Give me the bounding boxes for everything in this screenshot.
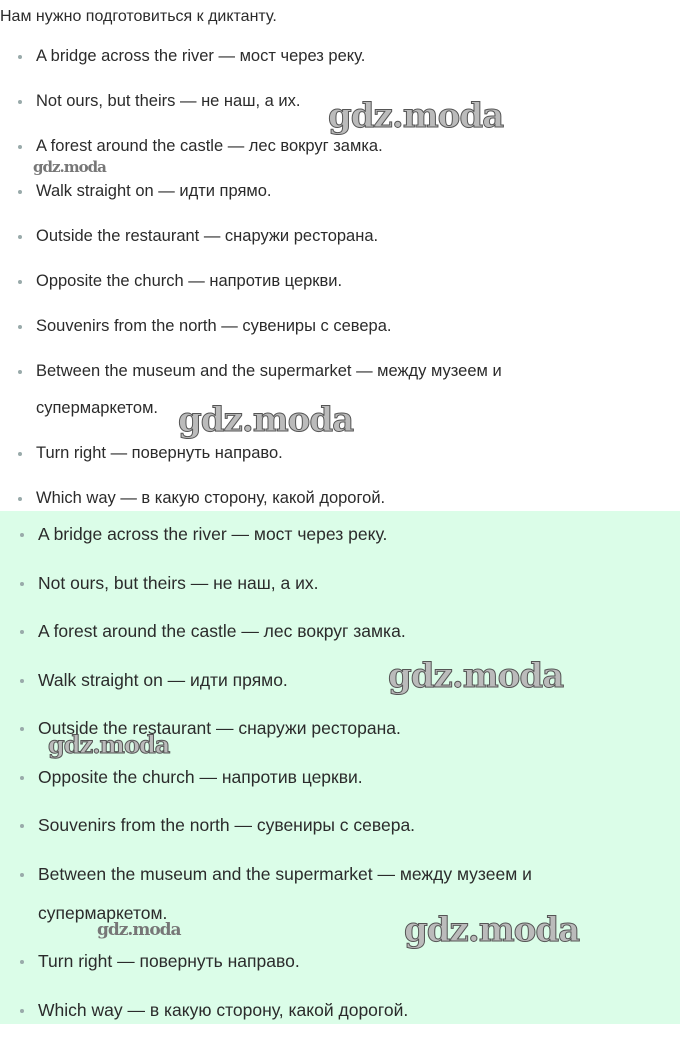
bullet-icon (18, 190, 22, 194)
bullet-icon (18, 280, 22, 284)
list-item (0, 612, 618, 651)
bullet-icon (18, 325, 22, 329)
item-text: Between the museum and the supermarket — между музеем и супермаркетом. (38, 863, 532, 923)
list-item (0, 515, 618, 554)
watermark: gdz.moda (48, 730, 170, 759)
item-text: A forest around the castle — лес вокруг замка. (38, 621, 406, 641)
phrase-list (0, 38, 576, 525)
bullet-icon (18, 452, 22, 456)
list-item (0, 855, 618, 933)
item-text: A bridge across the river — мост через реку. (36, 47, 366, 65)
list-item (0, 806, 618, 845)
item-text: Souvenirs from the north — сувениры с севера. (38, 815, 416, 835)
list-item (0, 942, 618, 981)
item-text: Not ours, but theirs — не наш, а их. (38, 572, 319, 593)
item-text: Souvenirs from the north — сувениры с севера. (36, 317, 392, 335)
bullet-icon (18, 145, 22, 149)
bullet-icon (20, 630, 24, 634)
list-item (0, 564, 618, 603)
watermark: gdz.moda (404, 910, 580, 950)
list-item (0, 758, 618, 797)
bullet-icon (20, 727, 24, 731)
item-text: Which way — в какую сторону, какой дорогой. (38, 999, 409, 1020)
list-item (0, 435, 576, 472)
answer-block (0, 511, 680, 1024)
item-text: Outside the restaurant — снаружи ресторана. (36, 227, 379, 245)
list-item (0, 308, 576, 345)
bullet-icon (20, 679, 24, 683)
bullet-icon (18, 100, 22, 104)
watermark: gdz.moda (97, 920, 181, 940)
watermark: gdz.moda (33, 158, 106, 176)
bullet-icon (20, 776, 24, 780)
watermark: gdz.moda (178, 400, 354, 440)
list-item (0, 353, 576, 427)
watermark: gdz.moda (388, 656, 564, 696)
list-item (0, 991, 618, 1030)
bullet-icon (20, 824, 24, 828)
item-text: Walk straight on — идти прямо. (36, 182, 272, 200)
list-item (0, 38, 576, 75)
item-text: Outside the restaurant — снаружи ресторана. (38, 718, 401, 738)
item-text: Turn right — повернуть направо. (38, 951, 300, 971)
list-item (0, 661, 618, 700)
item-text: Which way — в какую сторону, какой дорогой. (36, 489, 386, 507)
bullet-icon (18, 55, 22, 59)
item-text: Between the museum and the supermarket — между музеем и супермаркетом. (36, 362, 502, 417)
bullet-icon (18, 235, 22, 239)
bullet-icon (20, 873, 24, 877)
item-text: A forest around the castle — лес вокруг замка. (36, 137, 383, 155)
list-item (0, 128, 576, 165)
phrase-list-answer (0, 515, 618, 1039)
list-item (0, 83, 576, 120)
bullet-icon (20, 533, 24, 537)
list-item (0, 263, 576, 300)
item-text: Opposite the church — напротив церкви. (38, 766, 363, 787)
item-text: Turn right — повернуть направо. (36, 444, 283, 462)
list-item (0, 218, 576, 255)
item-text: A bridge across the river — мост через реку. (38, 524, 388, 544)
item-text: Opposite the church — напротив церкви. (36, 272, 343, 290)
bullet-icon (20, 582, 24, 586)
bullet-icon (20, 1009, 24, 1013)
intro-text: Нам нужно подготовиться к диктанту. (0, 8, 277, 25)
list-item (0, 173, 576, 210)
bullet-icon (18, 497, 22, 501)
item-text: Not ours, but theirs — не наш, а их. (36, 92, 301, 110)
item-text: Walk straight on — идти прямо. (38, 669, 288, 690)
bullet-icon (20, 960, 24, 964)
bullet-icon (18, 370, 22, 374)
list-item (0, 709, 618, 748)
watermark: gdz.moda (328, 96, 504, 136)
